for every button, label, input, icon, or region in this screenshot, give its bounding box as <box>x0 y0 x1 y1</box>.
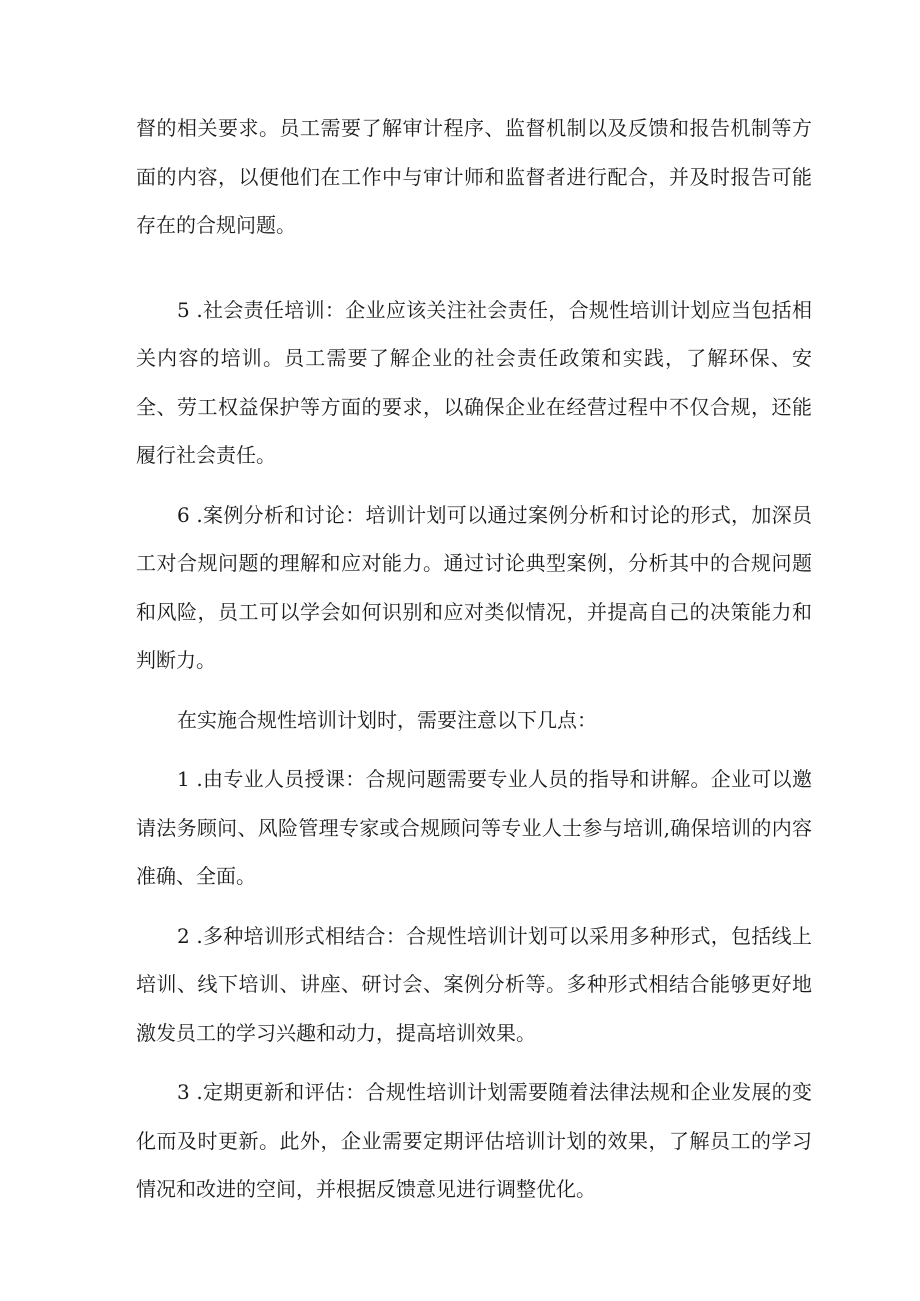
paragraph-regular-update: 3 .定期更新和评估：合规性培训计划需要随着法律法规和企业发展的变化而及时更新。此外，企业需要定期评估培训计划的效果，了解员工的学习情况和改进的空间，并根据反馈意见进行调整优化。 <box>136 1080 812 1201</box>
paragraph-audit-continuation: 督的相关要求。员工需要了解审计程序、监督机制以及反馈和报告机制等方面的内容，以便他们在工作中与审计师和监督者进行配合，并及时报告可能存在的合规问题。 <box>136 116 812 237</box>
paragraph-case-analysis: 6 .案例分析和讨论：培训计划可以通过案例分析和讨论的形式，加深员工对合规问题的理解和应对能力。通过讨论典型案例，分析其中的合规问题和风险，员工可以学会如何识别和应对类似情况，并提高自己的决策能力和判断力。 <box>136 502 812 672</box>
document-body <box>136 104 812 1214</box>
paragraph-implementation-intro: 在实施合规性培训计划时，需要注意以下几点： <box>177 707 597 732</box>
paragraph-social-responsibility: 5 .社会责任培训：企业应该关注社会责任，合规性培训计划应当包括相关内容的培训。员工需要了解企业的社会责任政策和实践，了解环保、安全、劳工权益保护等方面的要求，以确保企业在经营过程中不仅合规，还能履行社会责任。 <box>136 297 812 467</box>
paragraph-professional-instructors: 1 .由专业人员授课：合规问题需要专业人员的指导和讲解。企业可以邀请法务顾问、风险管理专家或合规顾问等专业人士参与培训,确保培训的内容准确、全面。 <box>136 767 812 888</box>
paragraph-training-formats: 2 .多种培训形式相结合：合规性培训计划可以采用多种形式，包括线上培训、线下培训、讲座、研讨会、案例分析等。多种形式相结合能够更好地激发员工的学习兴趣和动力，提高培训效果。 <box>136 923 812 1045</box>
